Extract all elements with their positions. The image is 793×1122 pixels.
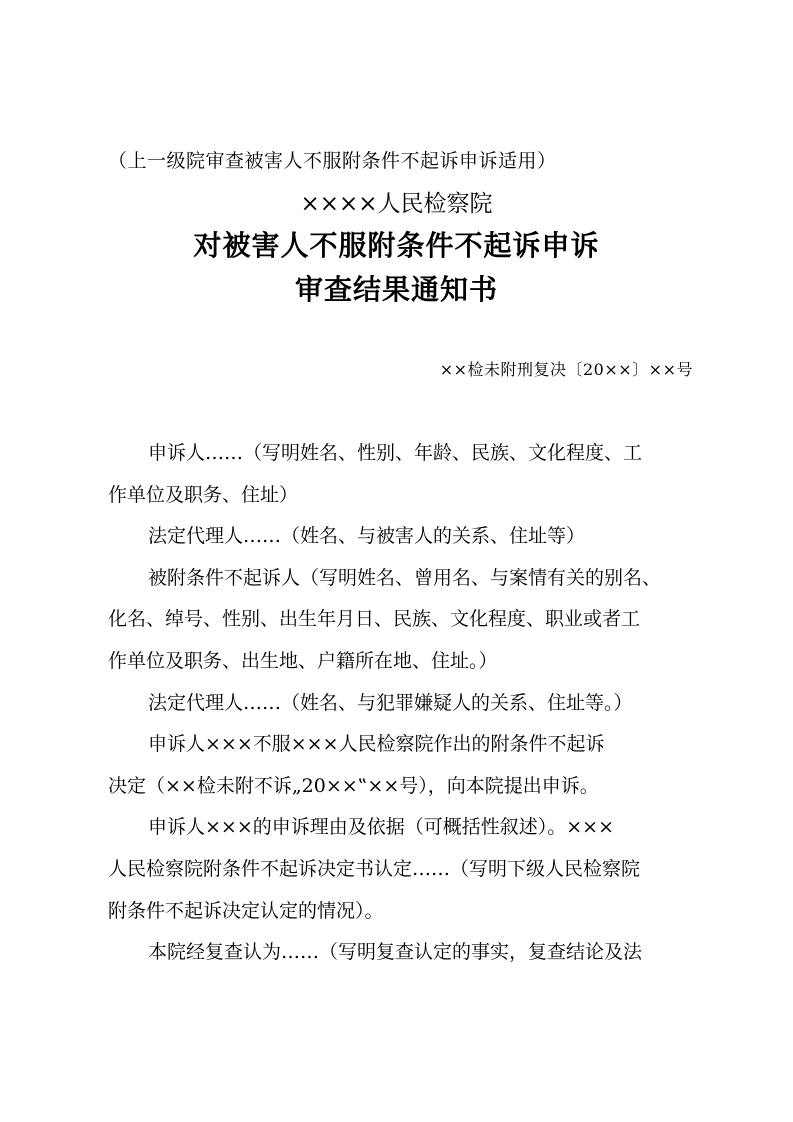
suspect-line-1: 被附条件不起诉人（写明姓名、曾用名、与案情有关的别名、 — [148, 566, 662, 589]
complainant-guardian-line: 法定代理人……（姓名、与被害人的关系、住址等） — [148, 525, 586, 548]
complaint-statement-line-2: 决定（××检未附不诉„20××‟××号），向本院提出申诉。 — [108, 774, 599, 797]
document-title-line-2: 审查结果通知书 — [294, 273, 498, 306]
suspect-guardian-line: 法定代理人……（姓名、与犯罪嫌疑人的关系、住址等。） — [148, 691, 633, 714]
complaint-reason-line-1: 申诉人×××的申诉理由及依据（可概括性叙述）。××× — [148, 816, 615, 839]
complainant-line-2: 作单位及职务、住址） — [108, 483, 299, 506]
document-body — [108, 433, 693, 974]
procuratorate-name: ××××人民检察院 — [300, 191, 493, 217]
suspect-line-3: 作单位及职务、出生地、户籍所在地、住址。） — [108, 649, 498, 672]
complaint-reason-line-2: 人民检察院附条件不起诉决定书认定……（写明下级人民检察院 — [108, 857, 641, 880]
complaint-statement-line-1: 申诉人×××不服×××人民检察院作出的附条件不起诉 — [148, 733, 605, 756]
document-number: ××检未附刑复决〔20××〕××号 — [439, 360, 693, 379]
complaint-reason-line-3: 附条件不起诉决定认定的情况）。 — [108, 899, 384, 922]
document-title-line-1: 对被害人不服附条件不起诉申诉 — [193, 229, 600, 262]
suspect-line-2: 化名、绰号、性别、出生年月日、民族、文化程度、职业或者工 — [108, 608, 641, 631]
complainant-line-1: 申诉人……（写明姓名、性别、年龄、民族、文化程度、工 — [148, 442, 643, 464]
usage-note: （上一级院审查被害人不服附条件不起诉申诉适用） — [108, 150, 557, 172]
review-finding-line-1: 本院经复查认为……（写明复查认定的事实，复查结论及法 — [148, 941, 643, 964]
